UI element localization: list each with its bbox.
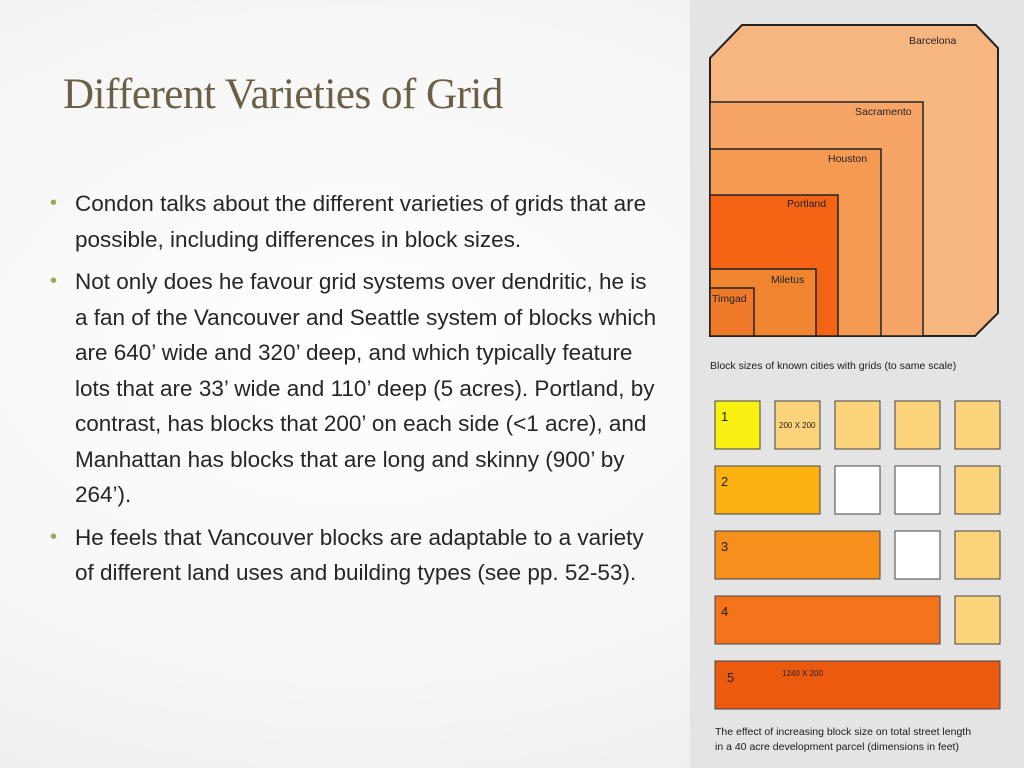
label-sacramento: Sacramento: [855, 106, 912, 118]
block-row4-main: [715, 596, 940, 644]
block-empty: [895, 466, 940, 514]
block-light: [955, 596, 1000, 644]
bullet-item: [48, 264, 663, 513]
bullet-item: [48, 186, 663, 257]
label-portland: Portland: [787, 198, 827, 210]
dim-label: 200 X 200: [779, 421, 816, 430]
slide-title: Different Varieties of Grid: [63, 71, 503, 118]
bullet-text: Not only does he favour grid systems over dendritic, he is a fan of the Vancouver and Seattle system of blocks which are 640’ wide and 320’ deep, and which typically feature lots that are 33’ wide and 110’ deep (5 acres). Portland, by contrast, has blocks that 200’ on each side (<1 acre), and Manhattan has blocks that are long and skinny (900’ by 264’).: [75, 269, 657, 507]
block-light: [835, 401, 880, 449]
figure1-caption: Block sizes of known cities with grids (to same scale): [710, 360, 957, 372]
row-label: 1: [721, 409, 729, 424]
label-timgad: Timgad: [712, 293, 747, 305]
figure-svg: [690, 0, 1024, 768]
bullet-dot-icon: •: [50, 525, 58, 548]
city-blocks-figure: [710, 25, 998, 336]
block-empty: [835, 466, 880, 514]
block-row3-main: [715, 531, 880, 579]
row-label: 5: [727, 670, 735, 685]
label-miletus: Miletus: [771, 274, 805, 286]
label-houston: Houston: [828, 153, 868, 165]
block-empty: [895, 531, 940, 579]
figure-panel: [690, 0, 1024, 768]
bullet-text: He feels that Vancouver blocks are adaptable to a variety of different land uses and building types (see pp. 52-53).: [75, 524, 644, 585]
label-barcelona: Barcelona: [909, 35, 957, 47]
bullet-dot-icon: •: [50, 192, 58, 214]
bullet-list: [48, 186, 663, 598]
block-row2-main: [715, 466, 820, 514]
figure2-caption-line2: in a 40 acre development parcel (dimensions in feet): [715, 741, 959, 753]
figure2-caption-line1: The effect of increasing block size on total street length: [715, 726, 972, 738]
dim-label: 1240 X 200: [782, 669, 823, 678]
row-label: 4: [721, 604, 729, 619]
block-light: [895, 401, 940, 449]
block-light: [955, 466, 1000, 514]
block-light: [955, 531, 1000, 579]
block-size-figure: [715, 401, 1000, 709]
row-label: 2: [721, 474, 729, 489]
row-label: 3: [721, 539, 729, 554]
bullet-text: Condon talks about the different varieties of grids that are possible, including differences in block sizes.: [75, 191, 647, 252]
block-light: [955, 401, 1000, 449]
block-row5-main: [715, 661, 1000, 709]
bullet-dot-icon: •: [50, 270, 58, 292]
bullet-item: [48, 520, 663, 591]
